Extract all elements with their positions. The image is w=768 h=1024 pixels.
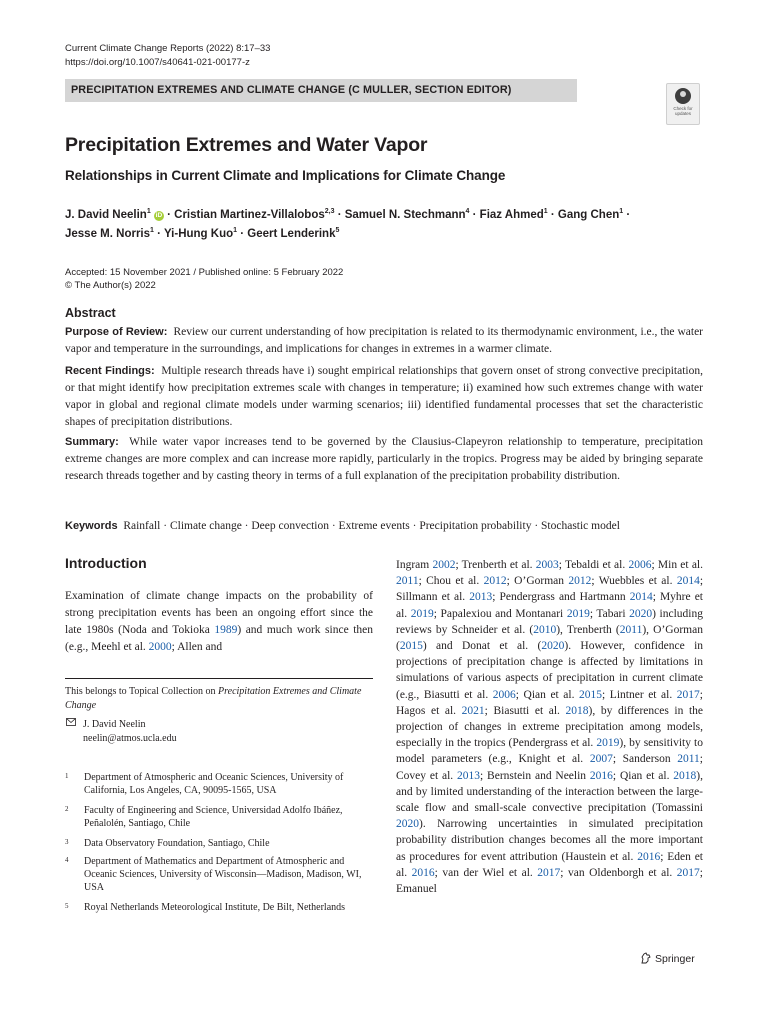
abstract-summary [65, 434, 703, 485]
citation-link[interactable]: 2011 [619, 623, 643, 636]
contact-name: J. David Neelin [83, 719, 146, 730]
author-affiliation-mark: 1 [543, 208, 548, 215]
body-text: ), by sensitivity to model parameters (e.g., Knight et al. [396, 737, 703, 766]
body-text: ) including reviews by Schneider et al. ( [396, 607, 703, 636]
body-text: ; Min et al. [651, 559, 703, 571]
author-affiliation-mark: 1 [233, 227, 238, 234]
citation-link[interactable]: 2013 [457, 769, 481, 782]
citation-link[interactable]: 2020 [541, 640, 565, 653]
journal-header [65, 42, 270, 70]
citation-link[interactable]: 2016 [589, 769, 613, 782]
body-text: ; Eden et al. [396, 850, 703, 879]
body-text: ; Hagos et al. [396, 688, 703, 717]
abstract-heading: Abstract [65, 306, 116, 320]
citation-link[interactable]: 2017 [676, 688, 700, 701]
citation-link[interactable]: 2019 [566, 607, 590, 620]
citation-link[interactable]: 2015 [399, 640, 423, 653]
copyright-line: © The Author(s) 2022 [65, 280, 156, 291]
publication-dates [65, 266, 343, 292]
body-text: ; Covey et al. [396, 753, 703, 782]
citation-link[interactable]: 2007 [589, 753, 613, 766]
introduction-right-text [396, 557, 703, 897]
body-text: ; Qian et al. [515, 688, 580, 701]
orcid-icon[interactable]: iD [155, 212, 163, 219]
journal-citation: Current Climate Change Reports (2022) 8:17–33 [65, 43, 271, 54]
citation-link[interactable]: 2012 [483, 575, 507, 588]
body-text: ; Tabari [589, 607, 630, 620]
introduction-left-text: Examination of climate change impacts on the probability of strong precipitation events has been an ongoing effort since the late 1980s (Noda and Tokioka 1989) and much work since then (e.g., Meehl et al. 2000; Allen and [65, 590, 373, 653]
citation-link[interactable]: 2006 [492, 688, 516, 701]
author-name[interactable]: Cristian Martinez-Villalobos [174, 209, 325, 221]
author-name[interactable]: Geert Lenderink [247, 228, 336, 240]
body-text: ; Lintner et al. [602, 688, 677, 701]
body-text: ), by differences in the projection of changes in extreme precipitation among models, especially in the tropics (Pendergrass et al. [396, 704, 704, 750]
purpose-label: Purpose of Review: [65, 326, 168, 338]
author-affiliation-mark: 1 [619, 208, 624, 215]
author-name[interactable]: Fiaz Ahmed [479, 209, 544, 221]
body-text: ; Sillmann et al. [396, 575, 704, 604]
section-banner: PRECIPITATION EXTREMES AND CLIMATE CHANGE (C MULLER, SECTION EDITOR) [65, 79, 577, 102]
abstract-purpose [65, 324, 703, 358]
publisher-logo [640, 952, 695, 965]
citation-link[interactable]: 2019 [596, 737, 620, 750]
body-text: ; van Oldenborgh et al. [560, 866, 677, 879]
body-text: Ingram [396, 559, 433, 571]
body-text: ; Bernstein and Neelin [480, 769, 590, 782]
body-text: ; van der Wiel et al. [434, 866, 538, 879]
body-text: ; Papalexiou and Montanari [433, 607, 567, 620]
citation-link[interactable]: 2002 [432, 559, 456, 571]
citation-link[interactable]: 2021 [461, 704, 485, 717]
envelope-icon [66, 718, 76, 726]
accepted-date: Accepted: 15 November 2021 [65, 267, 191, 278]
body-text: ; Trenberth et al. [455, 559, 536, 571]
author-affiliation-mark: 5 [335, 227, 340, 234]
publisher-name: Springer [655, 953, 695, 965]
article-subtitle: Relationships in Current Climate and Implications for Climate Change [65, 168, 506, 183]
body-text: ; Tebaldi et al. [558, 559, 629, 571]
body-text: ; Pendergrass and Hartmann [492, 591, 630, 604]
citation-link[interactable]: 2011 [396, 575, 419, 588]
citation-link[interactable]: 2011 [677, 753, 700, 766]
topical-collection-note: This belongs to Topical Collection on Precipitation Extremes and Climate Change [65, 686, 362, 711]
citation-link[interactable]: 2012 [568, 575, 592, 588]
citation-link[interactable]: 2006 [628, 559, 652, 571]
author-affiliation-mark: 2,3 [324, 208, 335, 215]
footnote-divider [65, 678, 373, 679]
body-text: ; O’Gorman [506, 575, 569, 588]
crossmark-icon [675, 88, 691, 104]
summary-label: Summary: [65, 436, 119, 448]
body-text: ), Trenberth ( [556, 623, 620, 636]
citation-link[interactable]: 2020 [629, 607, 653, 620]
author-name[interactable]: J. David Neelin [65, 209, 147, 221]
citation-link[interactable]: 2016 [411, 866, 435, 879]
author-list: J. David Neelin$^1$ iD · Cristian Martinez-Villalobos$^{2,3}$ · Samuel N. Stechmann$^4$ · Fiaz Ahmed$^1$ · Gang Chen$^1$ · Jesse M. Norris$^1$ · Yi-Hung Kuo$^1$ · Geert Lenderink$^5$ [65, 208, 631, 240]
citation-link[interactable]: 2016 [637, 850, 661, 863]
citation-link[interactable]: 1989 [214, 624, 238, 636]
body-text: ; Emanuel [396, 866, 703, 896]
author-name[interactable]: Yi-Hung Kuo [163, 228, 234, 240]
keywords-label: Keywords [65, 520, 118, 532]
citation-link[interactable]: 2019 [410, 607, 434, 620]
citation-link[interactable]: 2017 [537, 866, 561, 879]
body-text: ; Myhre et al. [396, 591, 703, 620]
citation-link[interactable]: 2018 [565, 704, 589, 717]
body-text: ). Narrowing uncertainties in simulated precipitation probability distribution changes becomes all the more important as procedures for event attribution (Haustein et al. [396, 818, 703, 863]
citation-link[interactable]: 2000 [148, 641, 172, 653]
introduction-heading: Introduction [65, 555, 147, 571]
citation-link[interactable]: 2017 [676, 866, 700, 879]
author-affiliation-mark: 4 [465, 208, 470, 215]
body-text: ; Biasutti et al. [484, 704, 566, 717]
author-affiliation-mark: 1 [150, 227, 154, 234]
published-date: / Published online: 5 February 2022 [193, 267, 344, 278]
body-text: ) and Donat et al. ( [422, 640, 542, 653]
contact-email[interactable]: neelin@atmos.ucla.edu [83, 733, 177, 744]
citation-link[interactable]: 2003 [535, 559, 559, 571]
citation-link[interactable]: 2010 [533, 623, 557, 636]
citation-link[interactable]: 2014 [629, 591, 653, 604]
author-affiliation-mark: 1 [146, 208, 151, 215]
body-text: ; Chou et al. [418, 575, 484, 588]
purpose-text: Review our current understanding of how precipitation is related to its thermodynamic environment, i.e., the water vapor and temperature in the surroundings, and implications for changes in extremes in a warmer climate. [65, 326, 704, 355]
collection-name: Precipitation Extremes and Climate Change [65, 686, 362, 711]
body-text: ), O’Gorman ( [396, 623, 703, 653]
keywords-text: Rainfall · Climate change · Deep convection · Extreme events · Precipitation probability · Stochastic model [123, 520, 620, 532]
citation-link[interactable]: 2015 [579, 688, 603, 701]
springer-horse-icon [640, 952, 652, 964]
body-text: ). However, confidence in projections of precipitation change is affected by limitations in simulations of various aspects of precipitation in current climate (e.g., Biasutti et al. [396, 640, 704, 701]
citation-link[interactable]: 2014 [676, 575, 700, 588]
author-name[interactable]: Jesse M. Norris [65, 228, 151, 240]
article-title: Precipitation Extremes and Water Vapor [65, 134, 428, 156]
keywords [65, 518, 715, 535]
author-name[interactable]: Gang Chen [557, 209, 620, 221]
body-text: ; Qian et al. [612, 769, 674, 782]
body-text: ; Wuebbles et al. [591, 575, 677, 588]
citation-link[interactable]: 2020 [396, 818, 419, 831]
crossmark-label: Check for updates [673, 106, 693, 116]
crossmark-badge[interactable] [666, 83, 700, 125]
citation-link[interactable]: 2013 [469, 591, 493, 604]
citation-link[interactable]: 2018 [673, 769, 697, 782]
summary-text: While water vapor increases tend to be governed by the Clausius-Clapeyron relationship to temperature, precipitation extreme changes are more complex and can increase more rapidly, particularly in the tropics. Progress may be aided by bringing separate research threads together and by casting theory in terms of a full explanation of the precipitation probability distribution. [65, 436, 703, 482]
findings-text: Multiple research threads have i) sought empirical relationships that govern onset of strong convective precipitation, or that might identify how precipitation extremes scale with changes in temperature; ii) examined how such extremes change with water vapor in global and regional climate models under warming scenarios; iii) identified fundamental processes that set the characteristic shapes of precipitation distributions. [65, 365, 703, 428]
body-text: ), and by limited understanding of the interaction between the large-scale flow and small-scale convective precipitation (Tomassini [396, 769, 704, 815]
abstract-findings [65, 363, 703, 431]
author-name[interactable]: Samuel N. Stechmann [344, 209, 466, 221]
doi-link[interactable]: https://doi.org/10.1007/s40641-021-00177-z [65, 57, 250, 68]
findings-label: Recent Findings: [65, 365, 155, 377]
body-text: ; Sanderson [612, 753, 678, 766]
